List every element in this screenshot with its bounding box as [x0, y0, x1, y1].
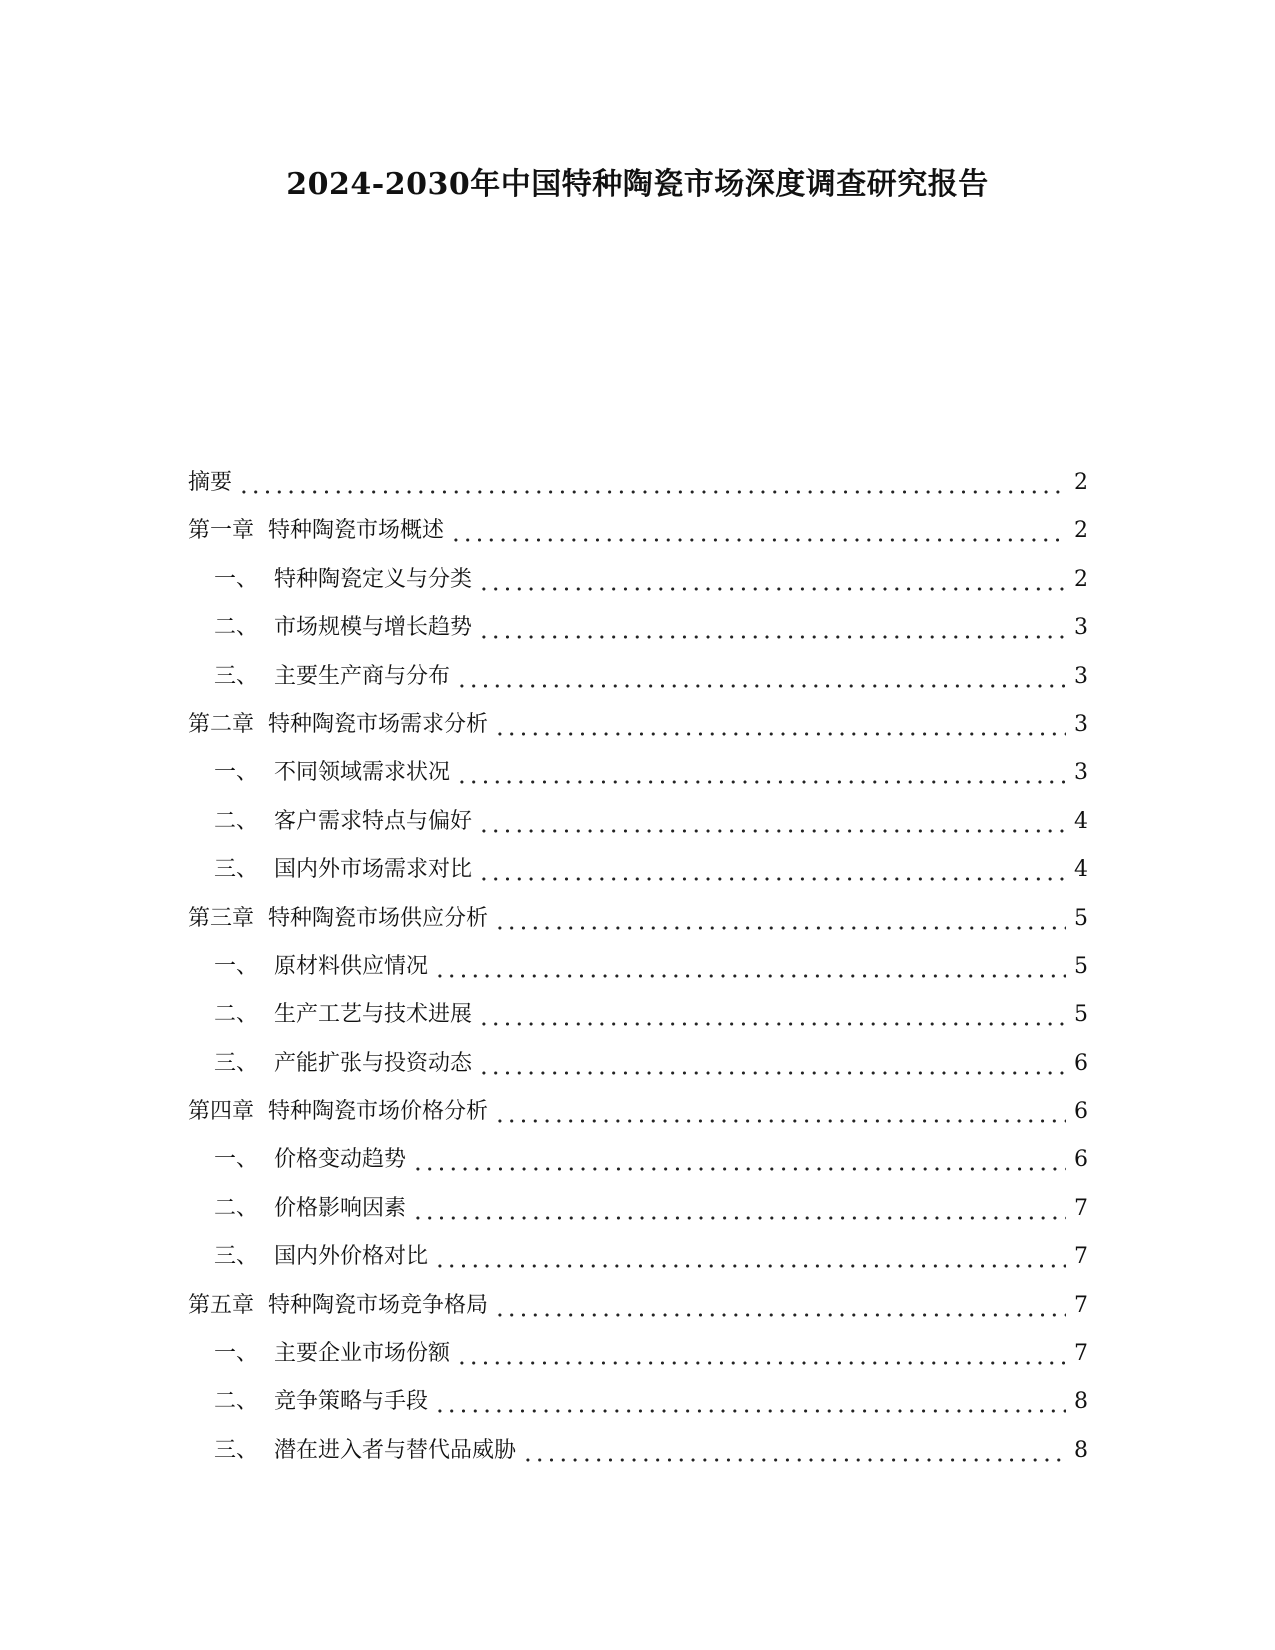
toc-entry-chapter[interactable] [188, 904, 1088, 952]
toc-entry-section[interactable] [188, 1339, 1088, 1387]
toc-entry-title: 客户需求特点与偏好 [274, 808, 473, 834]
toc-entry-section[interactable] [188, 1145, 1088, 1193]
toc-entry-number: 第五章 [188, 1292, 255, 1318]
toc-entry-page-number: 5 [1074, 905, 1088, 931]
toc-entry-section[interactable] [188, 1387, 1088, 1435]
toc-entry-page-number: 7 [1074, 1292, 1088, 1318]
toc-entry-title: 市场规模与增长趋势 [274, 615, 473, 641]
toc-entry-page-number: 3 [1074, 711, 1088, 737]
document-title: 2024-2030年中国特种陶瓷市场深度调查研究报告 [286, 167, 989, 203]
toc-entry-page-number: 2 [1074, 566, 1088, 592]
toc-entry-title: 国内外市场需求对比 [274, 857, 473, 883]
toc-entry-number: 第四章 [188, 1099, 255, 1125]
toc-entry-title: 主要生产商与分布 [274, 663, 451, 689]
toc-entry-section[interactable] [188, 1000, 1088, 1048]
toc-entry-top[interactable] [188, 468, 1088, 516]
toc-entry-number: 三、 [214, 857, 259, 883]
toc-entry-number: 二、 [214, 615, 259, 641]
toc-entry-title: 价格影响因素 [274, 1195, 407, 1221]
toc-entry-title: 特种陶瓷定义与分类 [274, 566, 473, 592]
toc-entry-section[interactable] [188, 1194, 1088, 1242]
toc-entry-title: 竞争策略与手段 [274, 1389, 429, 1415]
dot-leader [494, 1097, 1066, 1127]
toc-entry-page-number: 6 [1074, 1050, 1088, 1076]
dot-leader [522, 1436, 1066, 1466]
dot-leader [494, 1291, 1066, 1321]
toc-entry-page-number: 8 [1074, 1389, 1088, 1415]
toc-entry-section[interactable] [188, 565, 1088, 613]
toc-entry-number: 三、 [214, 663, 259, 689]
toc-entry-number: 一、 [214, 566, 259, 592]
toc-entry-page-number: 5 [1074, 953, 1088, 979]
dot-leader [456, 758, 1066, 788]
toc-entry-page-number: 3 [1074, 663, 1088, 689]
toc-entry-title: 潜在进入者与替代品威胁 [274, 1437, 517, 1463]
dot-leader [456, 1339, 1066, 1369]
toc-entry-page-number: 7 [1074, 1341, 1088, 1367]
toc-entry-page-number: 6 [1074, 1147, 1088, 1173]
toc-entry-section[interactable] [188, 613, 1088, 661]
dot-leader [494, 904, 1066, 934]
dot-leader [478, 613, 1066, 643]
toc-entry-chapter[interactable] [188, 710, 1088, 758]
toc-entry-page-number: 6 [1074, 1099, 1088, 1125]
dot-leader [412, 1194, 1066, 1224]
toc-entry-section[interactable] [188, 952, 1088, 1000]
dot-leader [434, 952, 1066, 982]
toc-entry-title: 特种陶瓷市场价格分析 [268, 1099, 489, 1125]
toc-entry-page-number: 2 [1074, 518, 1088, 544]
dot-leader [478, 565, 1066, 595]
toc-entry-number: 一、 [214, 1341, 259, 1367]
toc-entry-section[interactable] [188, 758, 1088, 806]
toc-entry-number: 二、 [214, 1195, 259, 1221]
toc-entry-number: 三、 [214, 1244, 259, 1270]
toc-entry-page-number: 3 [1074, 760, 1088, 786]
toc-entry-number: 第一章 [188, 518, 255, 544]
toc-entry-title: 不同领域需求状况 [274, 760, 451, 786]
toc-entry-section[interactable] [188, 662, 1088, 710]
toc-entry-section[interactable] [188, 807, 1088, 855]
toc-entry-page-number: 4 [1074, 857, 1088, 883]
toc-entry-page-number: 7 [1074, 1195, 1088, 1221]
toc-entry-title: 产能扩张与投资动态 [274, 1050, 473, 1076]
toc-entry-number: 三、 [214, 1437, 259, 1463]
dot-leader [456, 662, 1066, 692]
dot-leader [478, 1000, 1066, 1030]
toc-entry-section[interactable] [188, 1242, 1088, 1290]
toc-entry-page-number: 5 [1074, 1002, 1088, 1028]
toc-entry-page-number: 2 [1074, 470, 1088, 495]
toc-entry-number: 二、 [214, 1389, 259, 1415]
dot-leader [494, 710, 1066, 740]
toc-entry-title: 特种陶瓷市场供应分析 [268, 905, 489, 931]
table-of-contents [188, 468, 1088, 1484]
toc-entry-title: 国内外价格对比 [274, 1244, 429, 1270]
toc-entry-number: 二、 [214, 808, 259, 834]
toc-entry-number: 三、 [214, 1050, 259, 1076]
toc-entry-chapter[interactable] [188, 516, 1088, 564]
dot-leader [412, 1145, 1066, 1175]
toc-entry-chapter[interactable] [188, 1097, 1088, 1145]
toc-entry-chapter[interactable] [188, 1291, 1088, 1339]
toc-entry-section[interactable] [188, 1049, 1088, 1097]
toc-entry-section[interactable] [188, 1436, 1088, 1484]
toc-entry-number: 第二章 [188, 711, 255, 737]
toc-entry-title: 特种陶瓷市场概述 [268, 518, 445, 544]
toc-entry-title: 特种陶瓷市场竞争格局 [268, 1292, 489, 1318]
toc-entry-number: 一、 [214, 953, 259, 979]
toc-entry-title: 摘要 [188, 470, 233, 495]
dot-leader [478, 855, 1066, 885]
toc-entry-title: 主要企业市场份额 [274, 1341, 451, 1367]
toc-entry-number: 二、 [214, 1002, 259, 1028]
dot-leader [478, 1049, 1066, 1079]
dot-leader [434, 1387, 1066, 1417]
toc-entry-page-number: 8 [1074, 1437, 1088, 1463]
dot-leader [450, 516, 1066, 546]
toc-entry-page-number: 7 [1074, 1244, 1088, 1270]
toc-entry-number: 一、 [214, 1147, 259, 1173]
toc-entry-page-number: 3 [1074, 615, 1088, 641]
dot-leader [238, 468, 1066, 498]
toc-entry-title: 生产工艺与技术进展 [274, 1002, 473, 1028]
toc-entry-number: 第三章 [188, 905, 255, 931]
dot-leader [434, 1242, 1066, 1272]
toc-entry-title: 价格变动趋势 [274, 1147, 407, 1173]
toc-entry-title: 原材料供应情况 [274, 953, 429, 979]
toc-entry-title: 特种陶瓷市场需求分析 [268, 711, 489, 737]
toc-entry-section[interactable] [188, 855, 1088, 903]
dot-leader [478, 807, 1066, 837]
toc-entry-page-number: 4 [1074, 808, 1088, 834]
toc-entry-number: 一、 [214, 760, 259, 786]
